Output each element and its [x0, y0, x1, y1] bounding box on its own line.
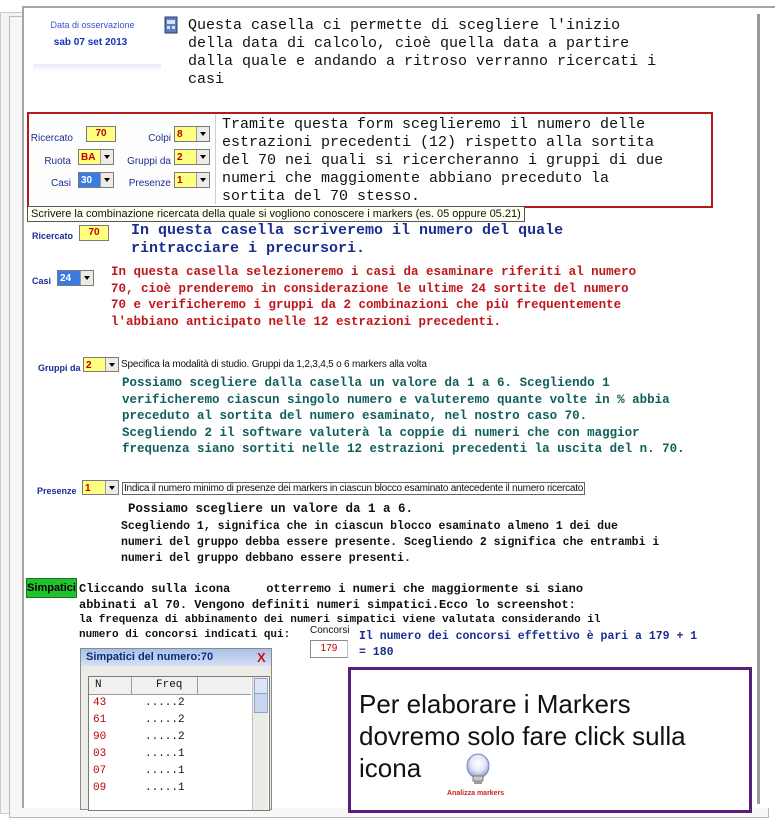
ricercato-input[interactable]: 70 [79, 225, 109, 241]
gruppi-description: Possiamo scegliere dalla casella un valore da 1 a 6. Scegliendo 1 verificheremo ciascun singolo numero e valuteremo quante volte in % abbia preceduto al sortita del numero esaminato, nel nostro caso 70. Scegliendo 2 il software valuterà la coppie di numeri che con maggior frequenza siano sortiti nelle 12 estrazioni precedenti la uscita del n. 70. [122, 376, 685, 456]
chevron-down-icon[interactable] [196, 173, 209, 187]
table-scrollbar[interactable] [252, 677, 268, 810]
gruppi-select[interactable] [83, 357, 119, 372]
presenze-hint: Indica il numero minimo di presenze dei markers in ciascun blocco esaminato antecedente il numero ricercato [124, 483, 584, 494]
form-colpi-select[interactable] [174, 126, 210, 142]
casi-description: In questa casella selezioneremo i casi da esaminare riferiti al numero 70, cioè prenderemo in considerazione le ultime 24 sortite del numero 70 e verificheremo i gruppi da 2 combinazioni che più frequentemente l'abbiano anticipato nelle 12 estrazioni precedenti. [111, 265, 637, 329]
concorsi-input[interactable]: 179 [310, 640, 348, 658]
form-ricercato-label: Ricercato [30, 133, 73, 144]
table-header [89, 677, 251, 695]
simpatici-window-title: Simpatici del numero:70 [86, 651, 214, 663]
presenze-description-2: Scegliendo 1, significa che in ciascun blocco esaminato almeno 1 dei due numeri del gruppo debba essere presente. Scegliendo 2 significa che entrambi i numeri del gruppo debbano essere presenti. [121, 520, 660, 565]
column-header-n[interactable]: N [95, 679, 102, 691]
row-number: 90 [93, 731, 107, 743]
column-divider [197, 677, 198, 694]
calendar-icon[interactable] [164, 16, 178, 34]
form-ruota-label: Ruota [44, 156, 71, 167]
observation-description: Questa casella ci permette di scegliere l'inizio della data di calcolo, cioè quella data a partire dalla quale e andando a ritroso verranno ricercati i casi [188, 17, 657, 88]
concorsi-label: Concorsi [310, 625, 350, 636]
chevron-down-icon[interactable] [80, 271, 93, 285]
row-number: 09 [93, 782, 107, 794]
chevron-down-icon[interactable] [100, 173, 113, 187]
concorsi-note: Il numero dei concorsi effettivo è pari a 179 + 1 = 180 [359, 630, 698, 659]
chevron-down-icon[interactable] [196, 150, 209, 164]
casi-label: Casi [32, 276, 52, 286]
form-ruota-select[interactable] [78, 149, 114, 165]
simpatici-table [88, 676, 270, 811]
form-gruppi-label: Gruppi da [127, 156, 171, 167]
ricercato-label: Ricercato [32, 231, 74, 241]
ricercato-description: In questa casella scriveremo il numero del quale rintracciare i precursori. [131, 222, 564, 257]
presenze-value: 1 [85, 483, 91, 494]
chevron-down-icon[interactable] [100, 150, 113, 164]
row-number: 61 [93, 714, 107, 726]
simpatici-window [80, 648, 272, 810]
form-casi-label: Casi [50, 178, 71, 189]
gruppi-hint: Specifica la modalità di studio. Gruppi da 1,2,3,4,5 o 6 markers alla volta [121, 359, 427, 370]
form-presenze-value: 1 [177, 175, 183, 186]
presenze-description-1: Possiamo scegliere un valore da 1 a 6. [128, 502, 414, 516]
row-freq: .....1 [145, 782, 185, 794]
form-casi-select[interactable] [78, 172, 114, 188]
column-header-freq[interactable]: Freq [156, 679, 183, 691]
row-number: 07 [93, 765, 107, 777]
column-divider [131, 677, 132, 694]
markers-callout [348, 667, 752, 813]
page-shadow [757, 14, 760, 804]
form-presenze-select[interactable] [174, 172, 210, 188]
presenze-label: Presenze [37, 486, 77, 496]
simpatici-description: Cliccando sulla icona otterremo i numeri che maggiormente si siano abbinati al 70. Vengono definiti numeri simpatici.Ecco lo screenshot: [79, 582, 584, 612]
lightbulb-icon[interactable] [464, 753, 492, 787]
form-gruppi-value: 2 [177, 152, 183, 163]
form-panel [29, 114, 216, 204]
row-freq: .....1 [145, 765, 185, 777]
form-presenze-label: Presenze [128, 178, 171, 189]
row-freq: .....1 [145, 748, 185, 760]
close-icon[interactable]: X [257, 650, 266, 665]
row-freq: .....2 [145, 714, 185, 726]
row-freq: .....2 [145, 731, 185, 743]
form-ricercato-input[interactable]: 70 [86, 126, 116, 142]
form-ruota-value: BA [81, 152, 96, 163]
markers-icon-label: Analizza markers [447, 790, 505, 797]
presenze-select[interactable] [82, 480, 119, 495]
observation-bar [33, 64, 161, 72]
form-casi-value: 30 [81, 175, 93, 186]
form-colpi-label: Colpi [148, 133, 171, 144]
chevron-down-icon[interactable] [105, 481, 118, 494]
scroll-thumb[interactable] [254, 693, 268, 713]
form-description: Tramite questa form sceglieremo il numero delle estrazioni precedenti (12) rispetto alla sortita del 70 nei quali si ricercheranno i gruppi di due numeri che maggiomente abbiano preceduto la sortita del 70 stesso. [222, 116, 664, 205]
simpatici-button[interactable]: Simpatici [26, 578, 77, 598]
chevron-down-icon[interactable] [196, 127, 209, 141]
form-gruppi-select[interactable] [174, 149, 210, 165]
observation-date[interactable]: sab 07 set 2013 [53, 37, 128, 48]
casi-select[interactable] [57, 270, 94, 286]
chevron-down-icon[interactable] [105, 358, 118, 371]
markers-description: Per elaborare i Markers dovremo solo fare click sulla icona [359, 689, 686, 783]
form-colpi-value: 8 [177, 129, 183, 140]
observation-title: Data di osservazione [50, 20, 135, 30]
row-number: 43 [93, 697, 107, 709]
tooltip: Scrivere la combinazione ricercata della quale si vogliono conoscere i markers (es. 05 oppure 05.21) [27, 206, 525, 222]
row-number: 03 [93, 748, 107, 760]
casi-value: 24 [60, 273, 72, 284]
row-freq: .....2 [145, 697, 185, 709]
scroll-up-icon[interactable] [254, 678, 268, 694]
simpatici-description-2: la frequenza di abbinamento dei numeri simpatici viene valutata considerando il numero di concorsi indicati qui: [79, 614, 601, 641]
gruppi-value: 2 [86, 360, 92, 371]
gruppi-label: Gruppi da [38, 363, 81, 373]
